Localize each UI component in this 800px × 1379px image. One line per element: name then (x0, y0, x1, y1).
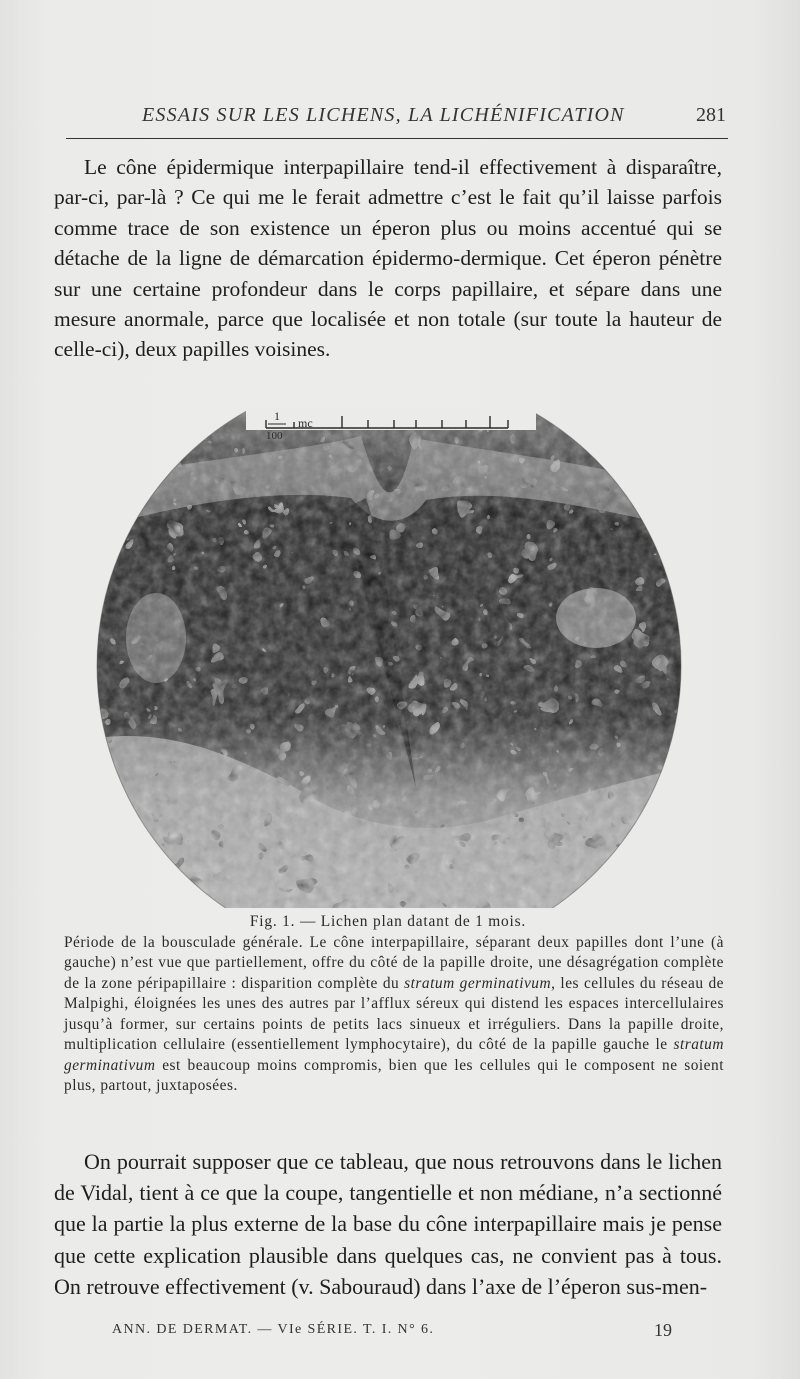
footer-journal: ANN. DE DERMAT. — VIe SÉRIE. T. I. N° 6. (112, 1322, 435, 1337)
footer-signature: 19 (654, 1320, 672, 1340)
page-number: 281 (696, 104, 726, 126)
caption-text-1: Période de la bousculade générale. Le cône interpapillaire, séparant deux papilles dont l’une (à gauche) n’est vue que partiellement, offre du côté de la papille droite, une désagrégation complète de la zone péripapillaire : disparition complète du (64, 933, 724, 992)
micrograph-image (96, 408, 682, 908)
figure-caption (64, 912, 724, 1097)
caption-text-3: est beaucoup moins compromis, bien que les cellules qui le composent ne soient plus, partout, juxtaposées. (64, 1056, 724, 1094)
caption-title: Fig. 1. — Lichen plan datant de 1 mois. (249, 913, 527, 930)
scale-label-bottom: 100 (266, 430, 283, 442)
caption-body (64, 933, 724, 1097)
grain-texture (96, 408, 682, 908)
scale-label-top: 1 (274, 409, 280, 423)
paragraph-2: On pourrait supposer que ce tableau, que nous retrouvons dans le lichen de Vidal, tient à ce que la coupe, tangentielle et non médiane, n’a sectionné que la partie la plus externe de la base du cône interpapillaire mais je pense que cette explication plausible dans quelques cas, ne convient pas à tous. On retrouve effectivement (v. Sabouraud) dans l’axe de l’éperon sus-men- (54, 1149, 722, 1299)
header-rule (66, 138, 728, 139)
paragraph-1: Le cône épidermique interpapillaire tend-il effectivement à disparaître, par-ci, par-là ? Ce qui me le ferait admettre c’est le fait qu’il laisse parfois comme trace de son existence un éperon plus ou moins accentué qui se détache de la ligne de démarcation épidermo-dermique. Cet éperon pénètre sur une certaine profondeur dans le corps papillaire, et sépare dans une mesure anormale, parce que localisée et non totale (sur toute la hauteur de celle-ci), deux papilles voisines. (54, 155, 722, 362)
figure (96, 408, 682, 908)
caption-text-2: , les cellules du réseau de Malpighi, éloignées les unes des autres par l’afflux séreux qui distend les espaces intercellulaires jusqu’à former, sur certains points de petits lacs sinueux et irréguliers. Dans la papille droite, multiplication cellulaire (essentiellement lymphocytaire), du côté de la papille gauche le (64, 974, 724, 1053)
running-title: ESSAIS SUR LES LICHENS, LA LICHÉNIFICATION (142, 104, 625, 126)
running-head (66, 104, 726, 134)
caption-italic-1: stratum germinativum (404, 974, 552, 992)
micrograph-disc (96, 408, 682, 908)
caption-italic-2: stratum germinativum (64, 1036, 724, 1074)
page-footer (112, 1322, 672, 1346)
scale-label-unit: mc (298, 416, 313, 430)
